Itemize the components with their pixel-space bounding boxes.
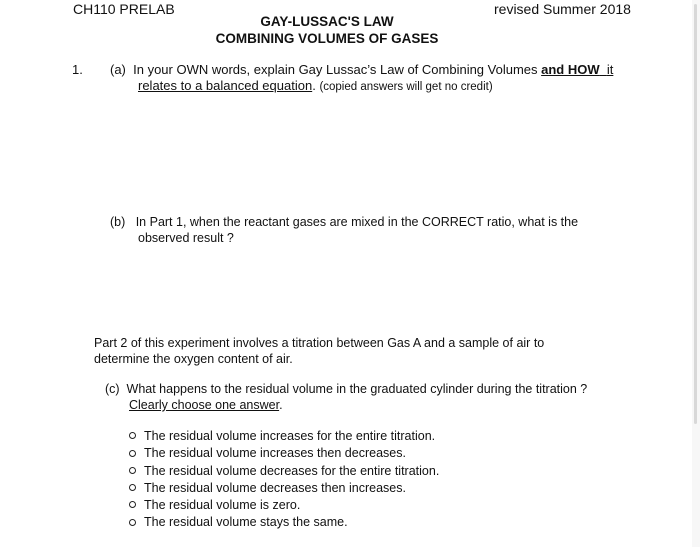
part2-line2: determine the oxygen content of air.	[94, 352, 293, 366]
page-subtitle: COMBINING VOLUMES OF GASES	[215, 31, 439, 46]
answer-option[interactable]	[129, 514, 439, 531]
answer-option-label: The residual volume increases then decreases.	[144, 446, 406, 461]
scrollbar-thumb[interactable]	[694, 4, 697, 424]
part-b-label: (b)	[110, 215, 126, 229]
radio-circle-icon[interactable]	[129, 501, 136, 508]
radio-circle-icon[interactable]	[129, 450, 136, 457]
page-title: GAY-LUSSAC'S LAW	[260, 14, 394, 29]
question-number: 1.	[72, 62, 83, 77]
answer-option-label: The residual volume stays the same.	[144, 515, 348, 530]
part-a-emphasis: and HOW	[541, 62, 600, 77]
answer-options	[129, 428, 439, 532]
course-header: CH110 PRELAB	[73, 1, 175, 17]
answer-option[interactable]	[129, 428, 439, 445]
part2-line1: Part 2 of this experiment involves a titration between Gas A and a sample of air to	[94, 336, 545, 350]
part-c-question	[105, 382, 587, 396]
part-c-instruction	[129, 398, 283, 412]
part-c-instruction-text: Clearly choose one answer	[129, 398, 280, 412]
radio-circle-icon[interactable]	[129, 484, 136, 491]
part-c-text: What happens to the residual volume in the graduated cylinder during the titration ?	[126, 382, 588, 396]
part-a-text: In your OWN words, explain Gay Lussac’s Law of Combining Volumes	[133, 62, 542, 77]
answer-option-label: The residual volume increases for the entire titration.	[144, 429, 436, 443]
answer-option-label: The residual volume decreases for the entire titration.	[144, 463, 440, 478]
part-a-period: .	[312, 78, 316, 93]
part-b-text: In Part 1, when the reactant gases are mixed in the CORRECT ratio, what is the	[135, 215, 579, 229]
answer-option[interactable]	[129, 480, 439, 497]
answer-option[interactable]	[129, 463, 439, 480]
revision-header: revised Summer 2018	[494, 1, 631, 17]
answer-option[interactable]	[129, 445, 439, 462]
part-a-it: it	[606, 62, 614, 77]
answer-option-label: The residual volume is zero.	[144, 498, 301, 513]
part-b-line2: observed result ?	[138, 231, 234, 245]
radio-circle-icon[interactable]	[129, 519, 136, 526]
part-b-line1	[110, 215, 578, 229]
part-a-underlined: relates to a balanced equation	[138, 78, 313, 93]
part-a-line2	[138, 78, 493, 93]
part-a-note: (copied answers will get no credit)	[319, 81, 493, 93]
part-c-instruction-period: .	[279, 398, 283, 412]
answer-option-label: The residual volume decreases then increases.	[144, 480, 406, 495]
part-a-line1	[110, 62, 613, 77]
answer-option[interactable]	[129, 497, 439, 514]
part-a-label: (a)	[110, 62, 126, 77]
radio-circle-icon[interactable]	[129, 432, 136, 439]
radio-circle-icon[interactable]	[129, 467, 136, 474]
part-c-label: (c)	[105, 382, 120, 396]
